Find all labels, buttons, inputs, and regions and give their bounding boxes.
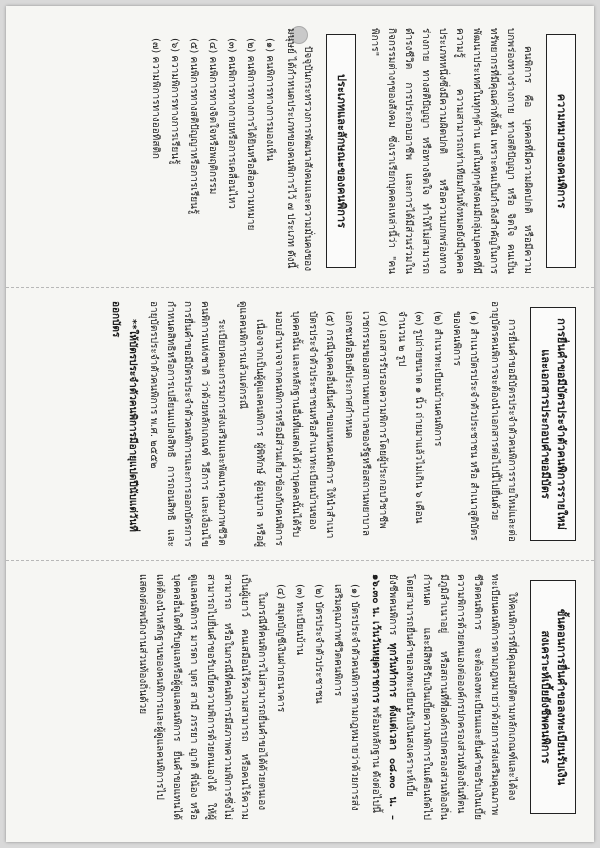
proxy-application-text: ในกรณีที่คนพิการไม่สามารถยื่นคำขอได้ด้วยตนเอง เป็นผู้เยาว์ คนเสมือนไร้ความสามารถ หรือคนไร้ความสามารถ หรือในกรณีที่คนพิการมีสภาพความพิการซึ่งไม่สามารถไปยื่นคำขอรับเบี้ยความพิการด้วยตนเองได้ ให้ผู้ดูแลคนพิการ มารดา บุตร สามี ภรรยา ญาติ พี่น้อง หรือบุคคลอื่นใดที่รับดูแลหรือผู้ดูแลคนพิการ ยื่นคำขอแทนได้ แต่ต้องนำหลักฐานของคนพิการและผู้ดูแลคนพิการไปแสดงต่อพนักงานส่วนท้องถิ่นด้วย: [137, 574, 267, 820]
list-item: (๒) สำเนาทะเบียนบ้านคนพิการ: [432, 311, 443, 447]
scanned-brochure-page: [6, 6, 594, 842]
card-application-heading: การยื่นคำขอมีบัตรประจำตัวคนพิการรายใหม่ และเอกสารประกอบคำขอมีบัตร: [530, 307, 576, 541]
column-card-application: [20, 293, 580, 555]
list-item: (๑) บัตรประจำตัวคนพิการตามกฎหมายว่าด้วยการส่งเสริมคุณภาพชีวิตคนพิการ: [332, 584, 360, 811]
list-item: (๕) กรณีบุคคลอื่นยื่นคำขอแทนคนพิการ ให้นำสำเนาบัตรประจำตัวประชาชนหรือสำเนาทะเบียนบ้านของบุคคลนั้น และหลักฐานอื่นที่แสดงได้ว่าบุคคลนั้นได้รับมอบอำนาจจากคนพิการหรือมีส่วนเกี่ยวข้องกับคนพิการ: [273, 311, 335, 546]
list-item: (๓) รูปถ่ายขนาด ๑ นิ้ว ถ่ายมาแล้วไม่เกิน ๖ เดือน จำนวน ๒ รูป: [396, 311, 424, 524]
list-item: (๒) บัตรประจำตัวประชาชน: [313, 584, 324, 704]
definition-text: คนพิการ คือ บุคคลที่มีความผิดปกติ หรือมีความบกพร่องทางร่างกาย ทางสติปัญญา หรือ จิตใจ คนเป็นทรัพยากรที่มีคุณค่าทั้งสิ้น เพราะคนเป็นกำลังสำคัญในการพัฒนาประเทศในทุกๆด้าน แต่ในทุกๆสังคมมีกลุ่มบุคคลที่มีความรู้ ความสามารถเท่าเทียมกันทั้งหมดยังมีบุคคลประเภทหนึ่งซึ่งมีความผิดปกติ หรือความบกพร่องทางร่างกาย ทางสติปัญญา หรือทางจิตใจ ทำให้ไม่สามารถดำรงชีวิต การประกอบอาชีพ และการได้มีส่วนร่วมในกิจกรรมต่างๆของสังคม ซึ่งเราเรียกบุคคลเหล่านี้ว่า "คนพิการ": [369, 28, 533, 274]
card-application-intro: การยื่นคำขอมีบัตรประจำตัวคนพิการรายใหม่และต่ออายุบัตรคนพิการจะต้องนำเอกสารต่อไปนี้ไปยื่นด้วย: [489, 301, 517, 542]
guardian-note: เนื่องจากเป็นผู้ดูแลคนพิการ ผู้พิทักษ์ ผู้อนุบาล หรือผู้ดูแลคนพิการแล้วแต่กรณี: [237, 301, 265, 547]
regulation-note: ระเบียบคณะกรรมการส่งเสริมและพัฒนาคุณภาพชีวิตคนพิการแห่งชาติ ว่าด้วยหลักเกณฑ์ วิธีการ และเงื่อนไขการยื่นคำขอมีบัตรประจำตัวคนพิการและการออกบัตรการกำหนดสิทธิหรือการเปลี่ยนแปลงสิทธิ การถอนสิทธิ และอายุบัตรประจำตัวคนพิการ พ.ศ. ๒๕๕๒: [148, 301, 227, 547]
list-item: (๔) คนพิการทางจิตใจหรือพฤติกรรม: [207, 38, 218, 195]
fold-line: [6, 560, 594, 561]
list-item: (๒) คนพิการทางการได้ยินหรือสื่อความหมาย: [245, 38, 256, 231]
types-heading: ประเภทและลักษณะของคนพิการ: [326, 34, 356, 268]
allowance-body: ให้คนพิการที่มีคุณสมบัติตามหลักเกณฑ์และได้ลงทะเบียนคนพิการตามกฎหมายว่าด้วยการส่งเสริมคุณภาพชีวิตคนพิการ จะต้องลงทะเบียนและยื่นคำขอรับเงินเบี้ยความพิการด้วยตนเองต่อองค์กรปกครองส่วนท้องถิ่นที่ตนมีภูมิลำเนาอยู่ หรือสถานที่ที่องค์กรปกครองส่วนท้องถิ่นกำหนด และมีสิทธิรับเงินเบี้ยความพิการในเดือนถัดไป โดยสามารถยื่นคำขอลงทะเบียนรับเงินสงเคราะห์เบี้ยยังชีพคนพิการ: [387, 574, 517, 820]
office-hours: ทุกวันทำการ ตั้งแต่เวลา ๐๘.๓๐ น. – ๑๖.๓๐ น. เว้นวันหยุดราชการ: [370, 574, 398, 820]
types-list: [147, 28, 278, 274]
types-intro: ปัจจุบันกระทรวงการพัฒนาสังคมและความมั่นคงของมนุษย์ ได้กำหนดประเภทของคนพิการไว้ ๗ ประเภท ดังนี้: [285, 28, 313, 272]
list-item: (๔) สมุดบัญชีเงินฝากธนาคาร: [275, 584, 286, 713]
list-item: (๗) ความพิการทางออทิสติก: [150, 38, 161, 159]
allowance-heading: ขั้นตอนการยื่นคำขอลงทะเบียนรับเงินสงเคราะห์เบี้ยยังชีพคนพิการ: [530, 580, 576, 814]
definition-heading: ความหมายของคนพิการ: [546, 34, 576, 268]
column-definition: [20, 20, 580, 282]
allowance-text: [367, 574, 520, 820]
brochure-inner-spread: [6, 6, 594, 842]
list-item: (๖) ความพิการทางการเรียนรู้: [169, 38, 180, 165]
list-item: (๔) เอกสารรับรองความพิการโดยผู้ประกอบวิชาชีพเวชกรรมของสถานพยาบาลของรัฐหรือสถานพยาบาลเอกชนที่อธิบดีประกาศกำหนด: [343, 311, 388, 537]
list-item: (๑) สำเนาบัตรประจำตัวประชาชน หรือ สำเนาสูติบัตรของคนพิการ: [451, 311, 479, 541]
card-validity-highlight: **ให้บัตรประจำตัวคนพิการมีอายุแปดปีนับแต่วันที่ออกบัตร: [110, 301, 138, 532]
list-item: (๑) คนพิการทางการมองเห็น: [264, 38, 275, 161]
column-allowance-registration: [20, 566, 580, 828]
office-hours-tail: พร้อมหลักฐาน ดังต่อไปนี้: [370, 706, 381, 813]
list-item: (๕) คนพิการทางสติปัญญาหรือการเรียนรู้: [188, 38, 199, 215]
list-item: (๓) คนพิการทางกายหรือการเคลื่อนไหว: [226, 38, 237, 209]
fold-line: [6, 287, 594, 288]
list-item: (๓) ทะเบียนบ้าน: [294, 584, 305, 656]
